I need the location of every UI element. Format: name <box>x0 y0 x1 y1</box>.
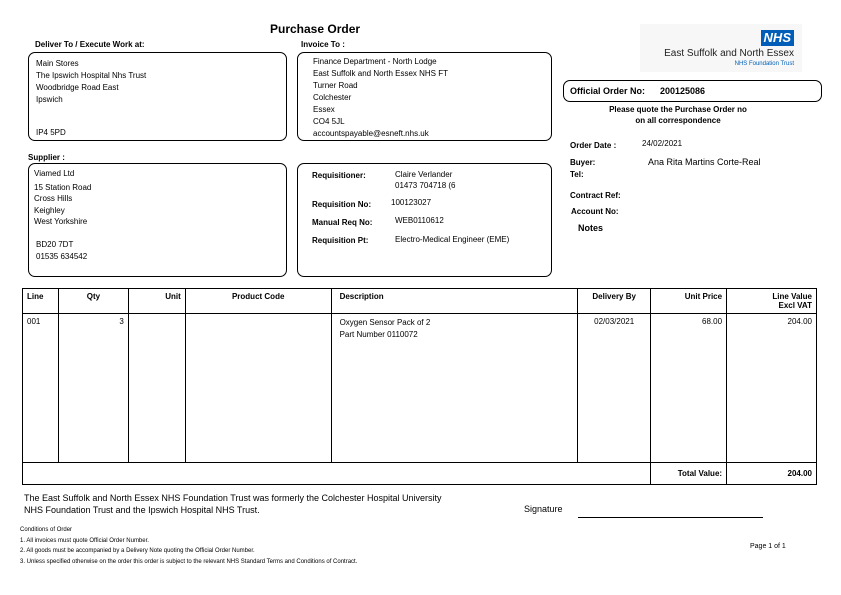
requisition-no: 100123027 <box>391 198 432 207</box>
cell-delivery-by: 02/03/2021 <box>578 314 651 463</box>
trust-subtitle: NHS Foundation Trust <box>734 61 794 67</box>
quote-note <box>578 104 778 126</box>
address-line: Essex <box>313 105 335 114</box>
conditions-title: Conditions of Order <box>20 527 73 533</box>
cell-line: 001 <box>23 314 59 463</box>
description-line: Oxygen Sensor Pack of 2 <box>339 318 431 327</box>
col-line: Line <box>23 289 59 314</box>
col-qty: Qty <box>58 289 128 314</box>
cell-unit <box>128 314 185 463</box>
contract-ref-label: Contract Ref: <box>570 191 621 200</box>
part-number: Part Number 0110072 <box>339 330 418 339</box>
address-line: East Suffolk and North Essex NHS FT <box>313 69 449 78</box>
address-line: CO4 5JL <box>313 117 345 126</box>
quote-line: on all correspondence <box>635 116 721 125</box>
col-unit-price: Unit Price <box>651 289 727 314</box>
supplier-contact <box>36 239 87 262</box>
cell-line-value: 204.00 <box>727 314 817 463</box>
manual-req-no: WEB0110612 <box>395 216 444 225</box>
account-no-label: Account No: <box>571 207 619 216</box>
cell-description <box>331 314 578 463</box>
col-line-value <box>727 289 817 314</box>
condition-item: 3. Unless specified otherwise on the order this order is subject to the relevant NHS Standard Terms and Conditions of Contract. <box>20 558 358 565</box>
order-number: 200125086 <box>660 86 706 96</box>
signature-line <box>578 517 763 518</box>
supplier-name: Viamed Ltd <box>34 169 75 178</box>
deliver-postcode: IP4 5PD <box>36 128 66 137</box>
trust-note-line: The East Suffolk and North Essex NHS Foundation Trust was formerly the Colchester Hospital University <box>24 493 442 503</box>
cell-qty: 3 <box>58 314 128 463</box>
requisition-point-label: Requisition Pt: <box>312 236 369 245</box>
nhs-badge: NHS <box>761 30 794 46</box>
quote-line: Please quote the Purchase Order no <box>609 105 747 114</box>
tel-label: Tel: <box>570 170 584 179</box>
address-line: 15 Station Road <box>34 182 92 192</box>
address-line: Cross Hills <box>34 194 73 203</box>
total-label: Total Value: <box>651 463 727 485</box>
col-description: Description <box>331 289 578 314</box>
requisitioner-phone: 01473 704718 (6 <box>395 181 456 190</box>
buyer-name: Ana Rita Martins Corte-Real <box>648 157 761 167</box>
col-product-code: Product Code <box>185 289 331 314</box>
requisition-point: Electro-Medical Engineer (EME) <box>395 235 510 244</box>
line-value-header: Line Value <box>772 292 812 301</box>
col-delivery-by: Delivery By <box>578 289 651 314</box>
cell-product-code <box>185 314 331 463</box>
address-line: The Ipswich Hospital Nhs Trust <box>36 71 147 80</box>
order-date-label: Order Date : <box>570 141 617 150</box>
requisitioner-label: Requisitioner: <box>312 171 366 180</box>
deliver-address <box>36 58 146 106</box>
order-date: 24/02/2021 <box>642 139 683 148</box>
total-row <box>23 463 817 485</box>
supplier-label: Supplier : <box>28 153 65 162</box>
conditions <box>20 525 357 567</box>
order-number-label: Official Order No: <box>570 86 646 96</box>
invoice-address <box>313 56 448 140</box>
address-line: Turner Road <box>313 81 358 90</box>
condition-item: 1. All invoices must quote Official Order Number. <box>20 537 149 544</box>
signature-label: Signature <box>524 504 563 514</box>
supplier-postcode: BD20 7DT <box>36 240 74 249</box>
page-number: Page 1 of 1 <box>750 543 786 550</box>
total-value: 204.00 <box>727 463 817 485</box>
address-line: Finance Department - North Lodge <box>313 57 437 66</box>
excl-vat-header: Excl VAT <box>778 301 812 310</box>
requisition-no-label: Requisition No: <box>312 200 372 209</box>
invoice-email: accountspayable@esneft.nhs.uk <box>313 129 429 138</box>
buyer-label: Buyer: <box>570 158 596 167</box>
requisitioner-name: Claire Verlander <box>395 170 453 179</box>
deliver-label: Deliver To / Execute Work at: <box>35 40 145 49</box>
col-unit: Unit <box>128 289 185 314</box>
page-title: Purchase Order <box>270 22 361 36</box>
notes-label: Notes <box>578 223 604 233</box>
address-line: Colchester <box>313 93 352 102</box>
trust-note <box>24 492 442 516</box>
invoice-label: Invoice To : <box>301 40 345 49</box>
address-line: West Yorkshire <box>34 217 88 226</box>
trust-name: East Suffolk and North Essex <box>664 48 794 59</box>
supplier-phone: 01535 634542 <box>36 251 88 261</box>
trust-note-line: NHS Foundation Trust and the Ipswich Hospital NHS Trust. <box>24 505 260 515</box>
address-line: Main Stores <box>36 59 79 68</box>
table-row <box>23 314 817 463</box>
address-line: Woodbridge Road East <box>36 83 119 92</box>
order-lines-table <box>22 288 817 485</box>
address-line: Ipswich <box>36 95 63 104</box>
cell-unit-price: 68.00 <box>651 314 727 463</box>
nhs-logo <box>640 24 802 72</box>
supplier-address <box>34 168 91 228</box>
condition-item: 2. All goods must be accompanied by a Delivery Note quoting the Official Order Number. <box>20 548 255 554</box>
manual-req-label: Manual Req No: <box>312 218 373 227</box>
address-line: Keighley <box>34 205 65 215</box>
